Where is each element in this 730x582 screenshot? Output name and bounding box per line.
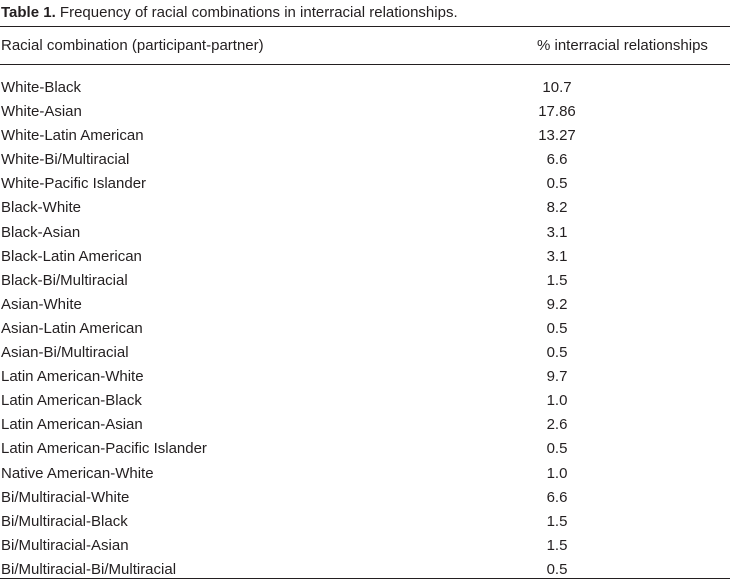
cell-combination: White-Pacific Islander (1, 175, 147, 193)
table-row (0, 269, 730, 293)
cell-percent: 9.2 (546, 295, 568, 313)
column-header-percent: % interracial relationships (537, 37, 708, 54)
cell-combination: Bi/Multiracial-Bi/Multiracial (1, 560, 177, 578)
cell-percent: 0.5 (546, 440, 568, 458)
table-row (0, 510, 730, 534)
cell-percent: 2.6 (546, 416, 568, 434)
cell-percent: 3.1 (546, 223, 568, 241)
cell-combination: Latin American-White (1, 368, 144, 386)
cell-combination: Black-Asian (1, 223, 81, 241)
table-row (0, 76, 730, 100)
table-caption-label: Table 1. (1, 4, 56, 21)
cell-combination: Bi/Multiracial-White (1, 488, 130, 506)
table-row (0, 413, 730, 437)
cell-percent: 13.27 (538, 127, 576, 145)
cell-combination: Latin American-Asian (1, 416, 143, 434)
table-row (0, 148, 730, 172)
cell-percent: 0.5 (546, 175, 568, 193)
cell-percent: 8.2 (546, 199, 568, 217)
cell-percent: 10.7 (542, 79, 572, 96)
cell-combination: Black-Latin American (1, 247, 142, 265)
table-row (0, 534, 730, 558)
column-header-combination: Racial combination (participant-partner) (1, 37, 264, 54)
cell-percent: 17.86 (538, 103, 576, 121)
table-row (0, 221, 730, 245)
cell-percent: 0.5 (546, 319, 568, 337)
cell-percent: 6.6 (546, 151, 568, 169)
cell-combination: Bi/Multiracial-Black (1, 512, 128, 530)
table-row (0, 437, 730, 461)
cell-percent: 1.0 (546, 392, 568, 410)
table-row (0, 172, 730, 196)
cell-percent: 0.5 (546, 560, 568, 578)
table-row (0, 124, 730, 148)
cell-combination: White-Asian (1, 103, 82, 121)
cell-combination: White-Bi/Multiracial (1, 151, 130, 169)
cell-percent: 1.5 (546, 512, 568, 530)
cell-percent: 1.5 (546, 536, 568, 554)
table-row (0, 486, 730, 510)
table-body (0, 76, 730, 582)
cell-combination: Black-White (1, 199, 82, 217)
cell-combination: Black-Bi/Multiracial (1, 271, 128, 289)
table-row (0, 293, 730, 317)
cell-combination: Latin American-Black (1, 392, 142, 410)
cell-combination: Asian-Bi/Multiracial (1, 344, 129, 362)
table-caption-text: Frequency of racial combinations in interracial relationships. (59, 4, 458, 21)
cell-percent: 9.7 (546, 368, 568, 386)
cell-combination: Native American-White (1, 464, 154, 482)
table-row (0, 245, 730, 269)
table-row (0, 365, 730, 389)
table-top-rule (0, 26, 730, 27)
table-row (0, 389, 730, 413)
cell-percent: 6.6 (546, 488, 568, 506)
cell-combination: White-Latin American (1, 127, 144, 145)
table-row (0, 196, 730, 220)
table-row (0, 317, 730, 341)
table-row (0, 462, 730, 486)
cell-percent: 0.5 (546, 344, 568, 362)
table-header-row (0, 36, 730, 56)
table-header-rule (0, 64, 730, 65)
cell-combination: White-Black (1, 79, 82, 96)
table-row (0, 341, 730, 365)
cell-combination: Asian-White (1, 295, 82, 313)
table-bottom-rule (0, 578, 730, 579)
table-row (0, 100, 730, 124)
cell-combination: Bi/Multiracial-Asian (1, 536, 129, 554)
cell-combination: Asian-Latin American (1, 319, 143, 337)
cell-percent: 3.1 (546, 247, 568, 265)
cell-percent: 1.0 (546, 464, 568, 482)
table-caption (1, 3, 458, 23)
cell-percent: 1.5 (546, 271, 568, 289)
cell-combination: Latin American-Pacific Islander (1, 440, 207, 458)
